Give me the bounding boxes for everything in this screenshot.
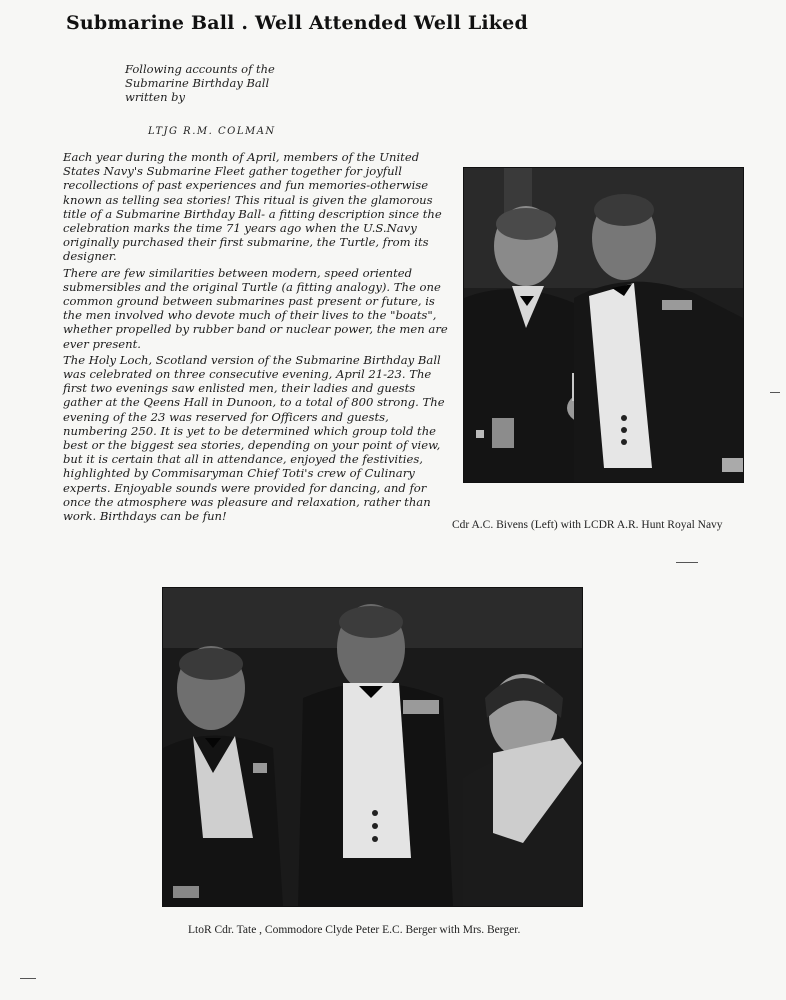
photo-three-people: [162, 587, 583, 907]
intro-note: [125, 62, 275, 104]
photo-caption: Cdr A.C. Bivens (Left) with LCDR A.R. Hunt Royal Navy: [452, 519, 723, 531]
article-paragraph: The Holy Loch, Scotland version of the Submarine Birthday Ball was celebrated on three consecutive evening, April 21-23. The first two evenings saw enlisted men, their ladies and guests gather at the Qeens Hall in Dunoon, to a total of 800 strong. The evening of the 23 was reserved for Officers and guests, numbering 250. It is yet to be determined which group told the best or the biggest sea stories, depending on your point of view, but it is certain that all in attendance, enjoyed the festivities, highlighted by Commisaryman Chief Toti's crew of Culinary experts. Enjoyable sounds were provided for dancing, and for once the atmosphere was pleasure and relaxation, rather than work. Birthdays can be fun!: [63, 352, 445, 524]
intro-line: Submarine Birthday Ball: [125, 76, 270, 90]
article-paragraph: There are few similarities between modern, speed oriented submersibles and the original Turtle (a fitting analogy). The one common ground between submarines past present or future, is the men involved who devote much of their lives to the "boats", whether propelled by rubber band or nuclear power, the men are ever present.: [63, 265, 448, 351]
photo-two-officers: [463, 167, 744, 483]
article-paragraph: Each year during the month of April, members of the United States Navy's Submarine Fleet gather together for joyfull recollections of past experiences and fun memories-otherwise known as telling sea stories! This ritual is given the glamorous title of a Submarine Birthday Ball- a fitting description since the celebration marks the time 71 years ago when the U.S.Navy originally purchased their first submarine, the Turtle, from its designer.: [63, 150, 442, 264]
headline: Submarine Ball . Well Attended Well Liked: [66, 12, 528, 34]
photo-caption: LtoR Cdr. Tate , Commodore Clyde Peter E.C. Berger with Mrs. Berger.: [188, 924, 521, 936]
intro-line: written by: [125, 90, 185, 104]
article-body: [63, 150, 455, 525]
scan-mark: [20, 978, 36, 979]
photo-two-officers-image: [464, 168, 743, 482]
intro-line: Following accounts of the: [125, 62, 275, 76]
photo-three-people-image: [163, 588, 582, 906]
author-byline: LTJG R.M. COLMAN: [148, 126, 276, 137]
scan-mark: [770, 392, 780, 393]
scan-mark: [676, 562, 698, 563]
